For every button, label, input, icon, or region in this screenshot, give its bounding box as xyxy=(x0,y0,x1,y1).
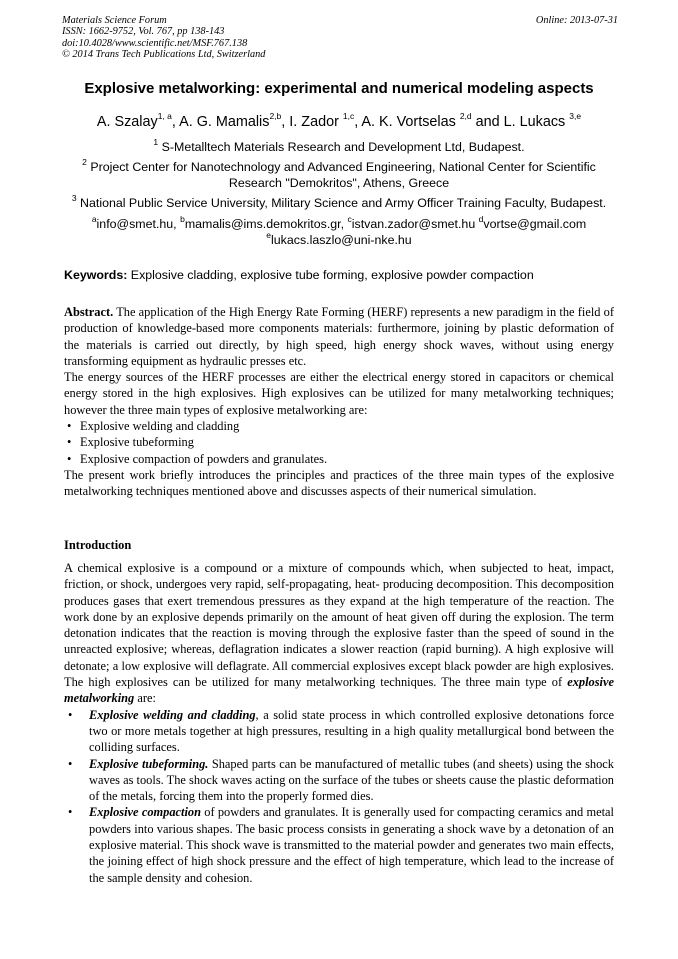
abstract-paragraph: The energy sources of the HERF processes are either the electrical energy stored in capacitors or chemical energy stored in the high explosives. High explosives can be utilized for many metalworking techniques; however the three main types of explosive metalworking are: xyxy=(64,370,614,417)
email-address: istvan.zador@smet.hu xyxy=(351,217,479,231)
list-item-text: Explosive tubeforming xyxy=(80,435,194,450)
affiliation-text: Project Center for Nanotechnology and Advanced Engineering, National Center for Scientific Research "Demokritos", Athens, Greece xyxy=(90,160,596,190)
affiliation-text: National Public Service University, Military Science and Army Officer Training Faculty, Budapest. xyxy=(80,196,607,210)
abstract xyxy=(64,304,614,500)
paragraph-text: are: xyxy=(134,691,156,706)
bullet-icon: • xyxy=(68,805,73,820)
list-item xyxy=(64,451,614,467)
author-affiliation-mark: 1,c xyxy=(342,111,355,122)
keywords xyxy=(64,267,620,283)
online-date: Online: 2013-07-31 xyxy=(535,15,618,26)
keywords-text: Explosive cladding, explosive tube forming, explosive powder compaction xyxy=(127,268,534,282)
journal-copyright: © 2014 Trans Tech Publications Ltd, Switzerland xyxy=(62,49,266,61)
journal-name: Materials Science Forum xyxy=(62,15,167,26)
email-mark: b xyxy=(180,213,185,224)
list-item-term: Explosive compaction xyxy=(89,805,202,820)
email-mark: e xyxy=(266,229,272,240)
journal-header xyxy=(62,15,618,61)
list-item xyxy=(64,707,614,756)
email-address: lukacs.laszlo@uni-nke.hu xyxy=(271,233,412,247)
abstract-label: Abstract. xyxy=(64,305,114,319)
keywords-label: Keywords: xyxy=(64,268,128,282)
list-item-term: Explosive tubeforming. xyxy=(89,756,209,771)
list-item-text: Explosive compaction of powders and granulates. xyxy=(80,451,328,466)
paragraph-text: A chemical explosive is a compound or a mixture of compounds which, when subjected to heat, impact, friction, or shock, undergoes very rapid, self-propagating, heat- producing decomposition. This decomposition produces gases that exert tremendous pressures as they expand at the high temperature of the reaction. The work done by an explosive depends primarily on the amount of heat given off during the explosion. The term detonation indicates that the reaction is moving through the explosive faster than the speed of sound in the unreacted explosive; whereas, deflagration indicates a slower reaction (rapid burning). A high explosive will detonate; a low explosive will deflagrate. All commercial explosives except black powder are high explosives. The high explosives can be utilized for many metalworking techniques. The three main type of xyxy=(64,561,614,690)
introduction-section xyxy=(64,560,614,886)
list-item xyxy=(64,418,614,434)
bullet-icon: • xyxy=(68,756,73,771)
author-name: A. G. Mamalis xyxy=(179,114,270,130)
abstract-paragraph xyxy=(64,304,614,369)
email-address: mamalis@ims.demokritos.gr, xyxy=(184,217,348,231)
bullet-icon: • xyxy=(68,707,73,722)
list-item-text: Explosive welding and cladding xyxy=(80,419,240,434)
list-item xyxy=(64,804,614,885)
journal-doi: doi:10.4028/www.scientific.net/MSF.767.138 xyxy=(62,37,248,49)
emphasis-term: explosive metalworking xyxy=(64,675,614,706)
author-name: L. Lukacs xyxy=(503,114,570,130)
list-item-text: , a solid state process in which controlled explosive detonations force two or more metals together at high pressures, resulting in a high quality metallurgical bond between the colliding surfaces. xyxy=(89,707,615,755)
list-item xyxy=(64,434,614,450)
email-address: info@smet.hu, xyxy=(96,217,181,231)
list-item-term: Explosive welding and cladding xyxy=(89,707,256,722)
introduction-bullet-list xyxy=(64,707,614,886)
abstract-bullet-list xyxy=(64,418,614,467)
affiliation-2 xyxy=(70,156,608,191)
email-mark: d xyxy=(478,213,484,224)
email-mark: a xyxy=(91,213,97,224)
author-affiliation-mark: 1, a xyxy=(157,111,172,122)
affiliation-number: 1 xyxy=(153,136,159,147)
section-heading-introduction: Introduction xyxy=(64,538,132,552)
author-separator: and xyxy=(471,114,504,130)
author-name: I. Zador xyxy=(289,114,343,130)
list-item xyxy=(64,756,614,805)
author-name: A. K. Vortselas xyxy=(361,114,460,130)
bullet-icon: • xyxy=(67,435,72,450)
paper-title: Explosive metalworking: experimental and numerical modeling aspects xyxy=(84,80,594,97)
introduction-paragraph xyxy=(64,560,614,707)
affiliation-3 xyxy=(40,192,638,211)
author-separator: , xyxy=(354,114,362,130)
author-affiliation-mark: 2,b xyxy=(269,111,282,122)
abstract-paragraph: The present work briefly introduces the principles and practices of the three main types of the explosive metalworking techniques mentioned above and discusses aspects of their numerical simulation. xyxy=(64,467,614,499)
email-list xyxy=(50,213,628,248)
list-item-text: of powders and granulates. It is generally used for compacting ceramics and metal powders into various shapes. The basic process consists in generating a shock wave by a detonation of an explosive material. This shock wave is transmitted to the material powder and generates two main effects, the joining effect of high shock pressure and the effect of high temperature, which lead to the increase of the sample density and cohesion. xyxy=(89,805,614,885)
author-separator: , xyxy=(171,114,180,130)
author-affiliation-mark: 3,e xyxy=(569,111,582,122)
journal-issn: ISSN: 1662-9752, Vol. 767, pp 138-143 xyxy=(62,26,225,38)
affiliation-number: 3 xyxy=(71,192,77,203)
affiliation-number: 2 xyxy=(82,156,87,167)
email-address: vortse@gmail.com xyxy=(483,217,587,231)
affiliation-1 xyxy=(50,136,628,155)
affiliation-text: S-Metalltech Materials Research and Development Ltd, Budapest. xyxy=(161,140,525,154)
bullet-icon: • xyxy=(67,451,72,466)
abstract-text: The application of the High Energy Rate Forming (HERF) represents a new paradigm in the field of production of knowledge-based more components materials: furthermore, joining by plastic deformation of the materials is carried out directly, by high speed, high energy shock waves, without using energy transforming equipment as hydraulic presses etc. xyxy=(64,305,614,368)
bullet-icon: • xyxy=(67,419,72,434)
author-separator: , xyxy=(281,114,290,130)
email-mark: c xyxy=(347,213,352,224)
author-name: A. Szalay xyxy=(96,114,158,130)
author-affiliation-mark: 2,d xyxy=(459,111,472,122)
list-item-text: Shaped parts can be manufactured of metallic tubes (and sheets) using the shock waves as tools. The shock waves acting on the surface of the tubes or sheets cause the plastic deformation of the metals, forcing them into the properly formed dies. xyxy=(89,756,614,804)
author-list xyxy=(40,113,638,131)
